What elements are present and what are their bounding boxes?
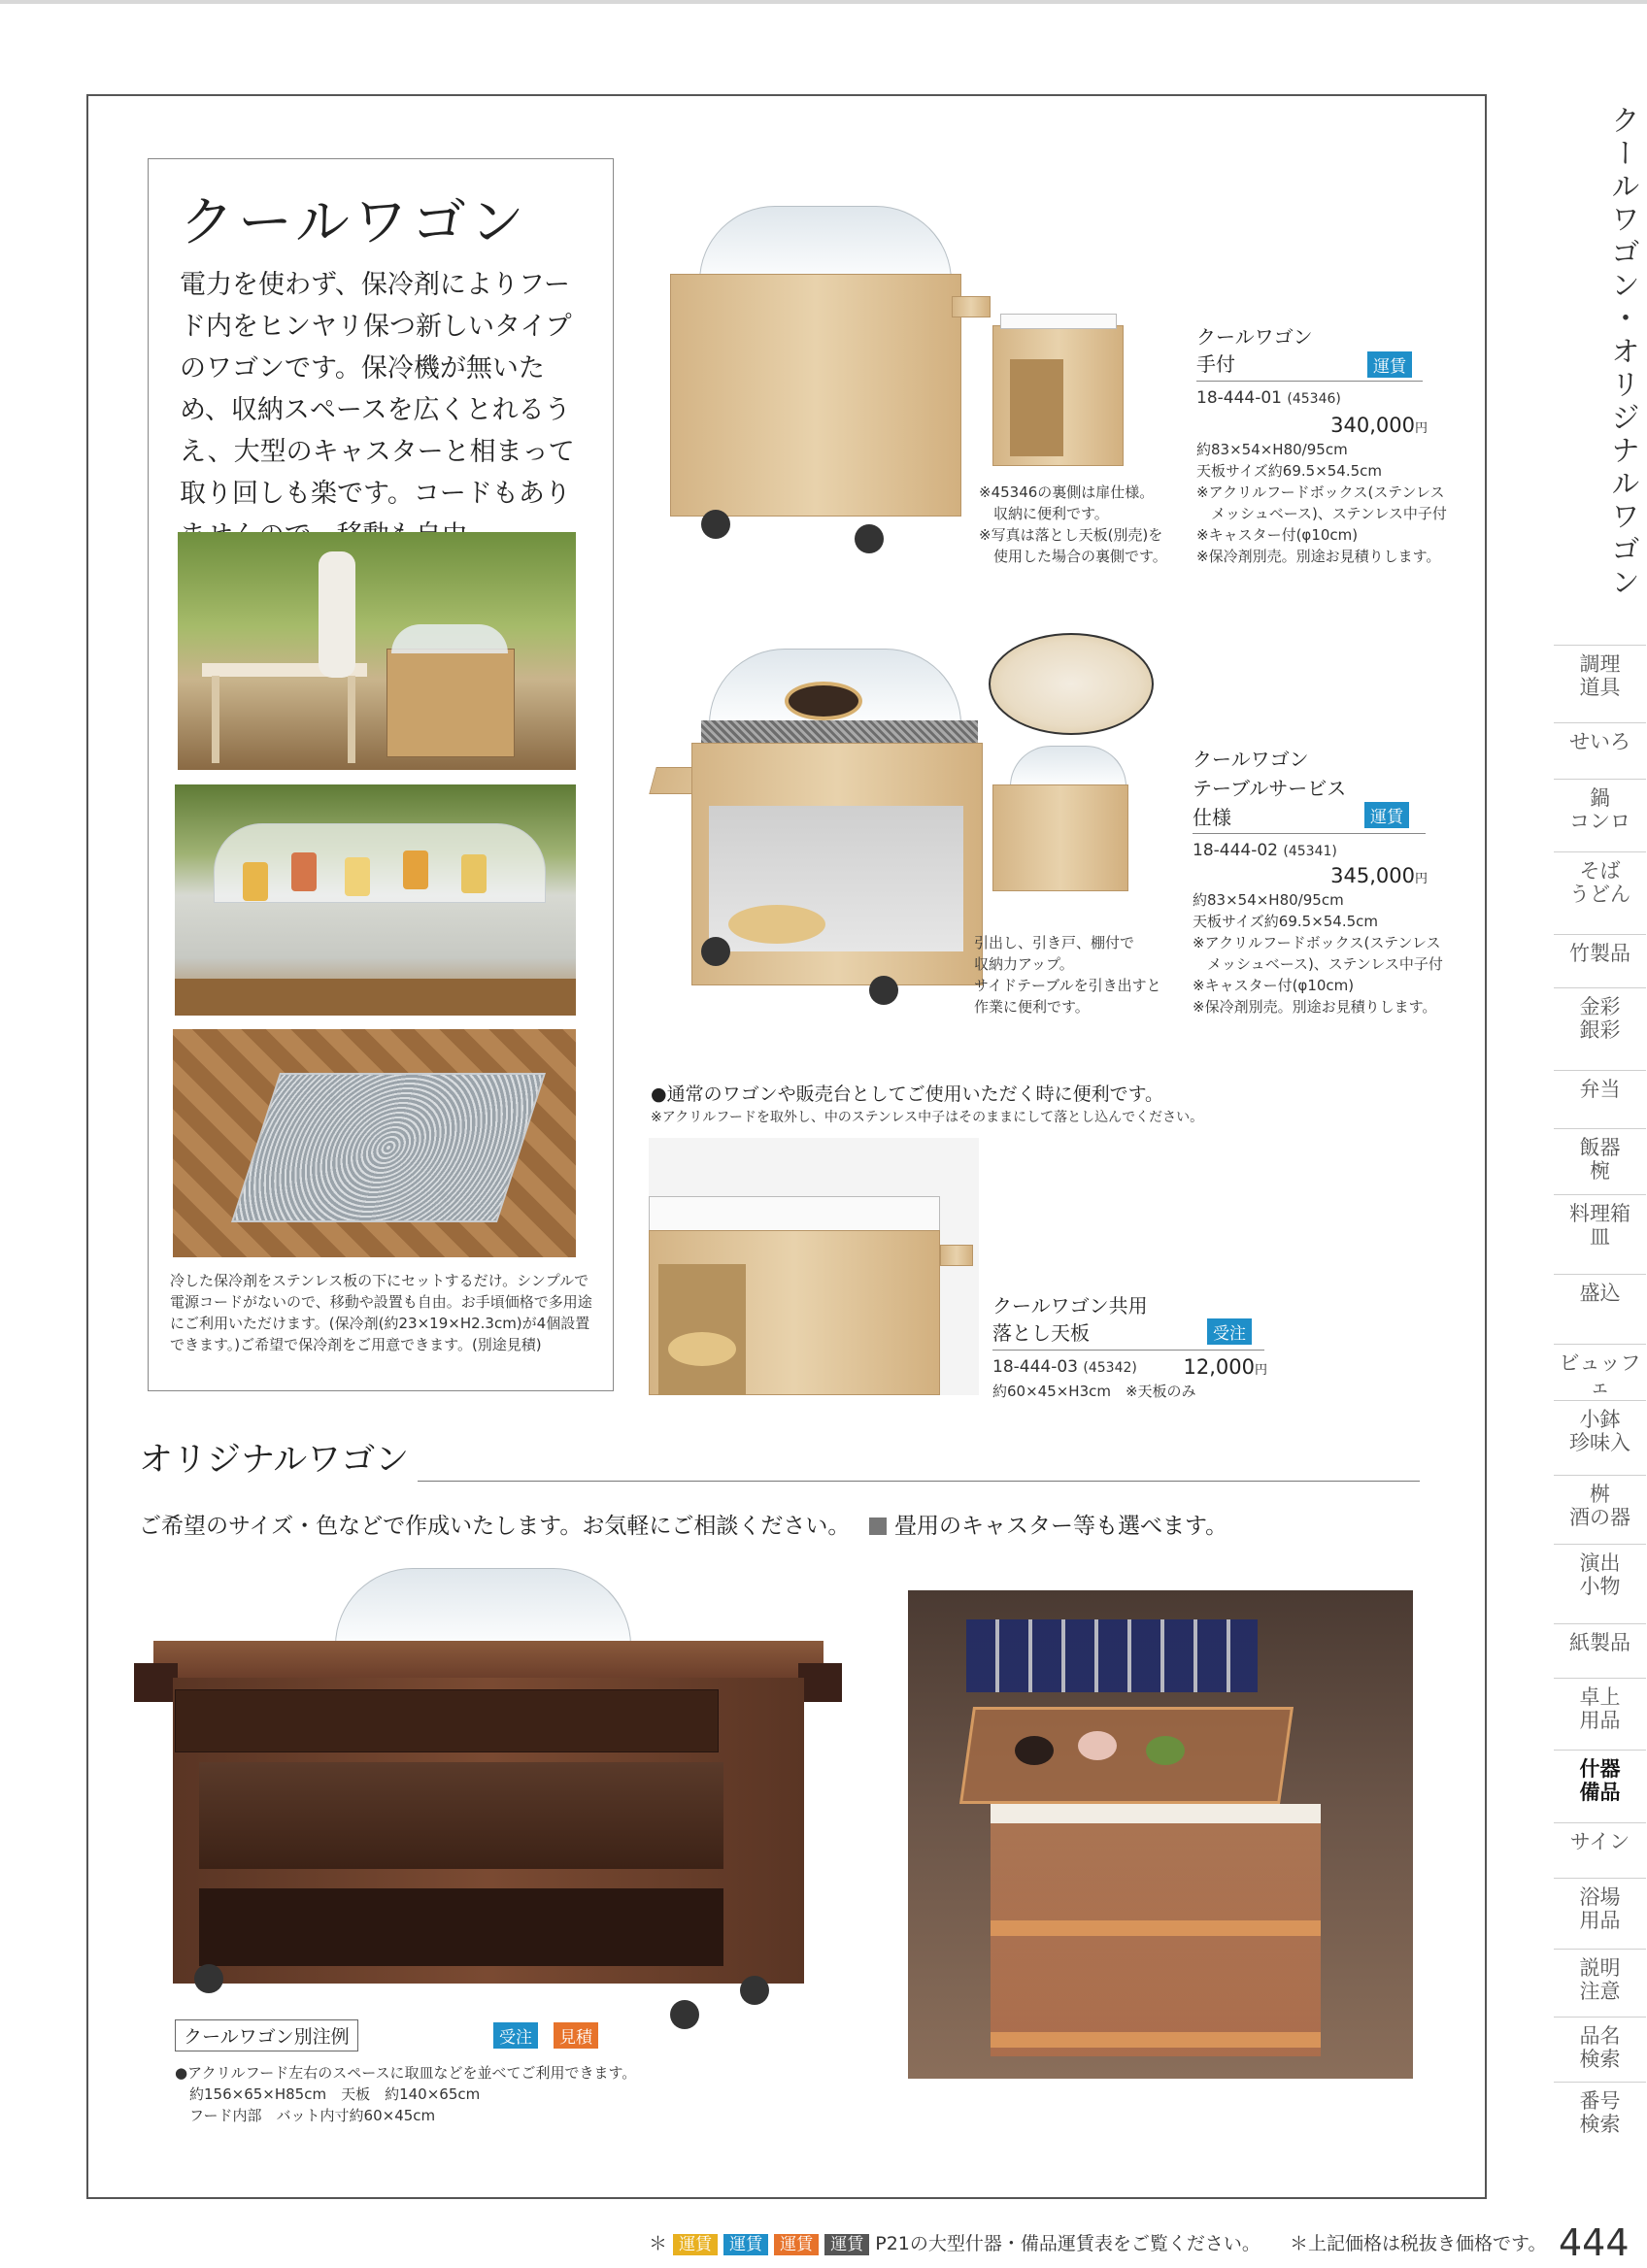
photo-stainless-tray: [173, 1029, 576, 1257]
product1-handle: [952, 296, 991, 317]
sidebar-item[interactable]: 什器 備品: [1579, 1757, 1621, 1804]
sidebar-separator: [1554, 1949, 1646, 1950]
sidebar-item[interactable]: 桝 酒の器: [1569, 1483, 1630, 1529]
original-wheel: [740, 1976, 769, 2005]
product3-name-line1: クールワゴン共用: [992, 1294, 1148, 1317]
product2-spec-1: 天板サイズ約69.5×54.5cm: [1193, 913, 1379, 930]
product1-spec-2: ※アクリルフードボックス(ステンレス: [1196, 484, 1445, 501]
product1-spec-1: 天板サイズ約69.5×54.5cm: [1196, 462, 1383, 480]
product2-note-2: サイドテーブルを引き出すと: [974, 977, 1161, 994]
product3-rule: [992, 1350, 1264, 1351]
product2-rule: [1193, 833, 1426, 834]
product2-spec-4: ※キャスター付(φ10cm): [1193, 977, 1355, 994]
sidebar-separator: [1554, 722, 1646, 723]
product1-wagon-main: [670, 274, 961, 517]
product1-spec-0: 約83×54×H80/95cm: [1196, 441, 1348, 458]
sidebar-item[interactable]: 調理 道具: [1579, 652, 1621, 699]
original-display-wagon-photo: [908, 1590, 1413, 2079]
product2-spec-3: メッシュベース)、ステンレス中子付: [1193, 955, 1443, 973]
product2-mini-wagon: [992, 784, 1128, 891]
product2-price: 345,000円: [1330, 864, 1428, 887]
original-sub1: ご希望のサイズ・色などで作成いたします。お気軽にご相談ください。: [139, 1514, 851, 1539]
product2-plates: [728, 905, 825, 944]
product2-spec-0: 約83×54×H80/95cm: [1193, 891, 1344, 909]
sidebar-separator: [1554, 1678, 1646, 1679]
sidebar-item[interactable]: 飯器 椀: [1579, 1136, 1621, 1183]
sidebar-item[interactable]: 竹製品: [1569, 942, 1630, 965]
sidebar-vertical-title: クールワゴン・オリジナルワゴン: [1605, 105, 1639, 600]
intro-title: クールワゴン: [180, 191, 528, 254]
product1-wheel: [701, 510, 730, 539]
product2-spec-5: ※保冷剤別売。別途お見積りします。: [1193, 998, 1437, 1016]
page-number: 444: [1559, 2221, 1630, 2264]
original-dark-top: [153, 1641, 824, 1680]
sidebar-item[interactable]: 浴場 用品: [1579, 1885, 1621, 1932]
footer-star: ＊: [649, 2233, 668, 2254]
product2-note-1: 収納力アップ。: [974, 955, 1074, 973]
product2-name-line3: 仕様: [1193, 806, 1231, 829]
product1-code: 18-444-01 (45346): [1196, 388, 1341, 408]
product2-name-line2: テーブルサービス: [1193, 777, 1347, 800]
product1-spec-5: ※保冷剤別売。別途お見積りします。: [1196, 548, 1441, 565]
photo-garden-wagon: [178, 532, 576, 770]
original-note-1: 約156×65×H85cm 天板 約140×65cm: [175, 2085, 481, 2103]
sidebar-separator: [1554, 1344, 1646, 1345]
convenience-note: ※アクリルフードを取外し、中のステンレス中子はそのままにして落とし込んでください。: [651, 1110, 1204, 1125]
perforated-plate: [231, 1073, 546, 1222]
sidebar-item[interactable]: ビュッフェ: [1559, 1351, 1641, 1398]
product3-code: 18-444-03 (45342): [992, 1357, 1137, 1377]
product1-name-line1: クールワゴン: [1196, 325, 1313, 349]
sidebar-separator: [1554, 1822, 1646, 1823]
product2-note-0: 引出し、引き戸、棚付で: [974, 934, 1135, 951]
sidebar-item[interactable]: そば うどん: [1569, 859, 1630, 906]
square-bullet-icon: [869, 1518, 887, 1535]
product3-photo: [649, 1138, 979, 1395]
original-dark-handle: [134, 1663, 178, 1702]
product3-spec-0: 約60×45×H3cm ※天板のみ: [992, 1383, 1196, 1400]
sidebar-separator: [1554, 779, 1646, 780]
sidebar-separator: [1554, 645, 1646, 646]
footer-badge-gray: 運賃: [824, 2234, 869, 2255]
sidebar-item[interactable]: 番号 検索: [1579, 2089, 1621, 2136]
product1-price: 340,000円: [1330, 414, 1428, 437]
product3-order-badge: 受注: [1207, 1318, 1252, 1345]
original-dark-shelf-lower: [199, 1888, 723, 1966]
sidebar-item[interactable]: せいろ: [1569, 730, 1630, 753]
sidebar-separator: [1554, 1750, 1646, 1751]
footer-badge-blue: 運賃: [723, 2234, 768, 2255]
sidebar-item[interactable]: 卓上 用品: [1579, 1685, 1621, 1732]
sidebar-separator: [1554, 1400, 1646, 1401]
sidebar-item[interactable]: 品名 検索: [1579, 2024, 1621, 2071]
original-section-rule: [418, 1481, 1420, 1482]
original-dark-drawers: [175, 1689, 719, 1752]
sidebar-separator: [1554, 1070, 1646, 1071]
product2-closeup-circle: [989, 633, 1154, 735]
product2-spec-2: ※アクリルフードボックス(ステンレス: [1193, 934, 1441, 951]
footer-note: [649, 2229, 1546, 2255]
sidebar-separator: [1554, 1878, 1646, 1879]
product1-note-1: 収納に便利です。: [979, 505, 1109, 522]
original-note-0: ●アクリルフード左右のスペースに取皿などを並べてご利用できます。: [175, 2064, 637, 2082]
original-wheel: [194, 1964, 223, 1993]
original-note-2: フード内部 バット内寸約60×45cm: [175, 2107, 436, 2124]
intro-text: 電力を使わず、保冷剤によりフード内をヒンヤリ保つ新しいタイプのワゴンです。保冷機が無いため、収納スペースを広くとれるうえ、大型のキャスターと相まって取り回しも楽です。コードもあり: [180, 270, 575, 509]
photo-sweets-display: [175, 784, 576, 1016]
product3-name-line2: 落とし天板: [992, 1321, 1090, 1345]
product1-name-line2: 手付: [1196, 352, 1235, 376]
sidebar-separator: [1554, 1475, 1646, 1476]
sidebar-item[interactable]: 鍋 コンロ: [1569, 786, 1630, 833]
sidebar-item[interactable]: サイン: [1569, 1830, 1630, 1853]
original-estimate-badge: 見積: [554, 2022, 598, 2049]
sidebar-separator: [1554, 1623, 1646, 1624]
product2-bowl: [785, 682, 862, 720]
original-example-label: クールワゴン別注例: [175, 2019, 358, 2051]
product2-wheel: [869, 976, 898, 1005]
sidebar-separator: [1554, 934, 1646, 935]
sidebar-item[interactable]: 金彩 銀彩: [1579, 995, 1621, 1042]
sidebar-item[interactable]: 盛込: [1579, 1282, 1621, 1305]
product1-spec-3: メッシュベース)、ステンレス中子付: [1196, 505, 1447, 522]
product1-note-0: ※45346の裏側は扉仕様。: [979, 484, 1155, 501]
sidebar-separator: [1554, 851, 1646, 852]
product1-shipping-badge: 運賃: [1367, 351, 1412, 378]
intro-caption: 冷した保冷剤をステンレス板の下にセットするだけ。シンプルで電源コードがないので、移動や設置も自由。お手頃価格で多用途にご利用いただけます。(保冷剤(約23×19×H2.3cm)が4個設置できます。)ご希望で保冷剤をご用意できます。(別途見積): [170, 1272, 592, 1353]
product1-note-3: 使用した場合の裏側です。: [979, 548, 1167, 565]
footer-badge-orange: 運賃: [774, 2234, 819, 2255]
sidebar-item[interactable]: 料理箱 皿: [1569, 1202, 1630, 1249]
original-dark-shelf: [199, 1762, 723, 1869]
product1-wheel: [855, 524, 884, 553]
product1-acrylic-dome: [699, 206, 952, 282]
sidebar-separator: [1554, 987, 1646, 988]
sidebar-item[interactable]: 弁当: [1579, 1078, 1621, 1101]
sidebar-item[interactable]: 説明 注意: [1579, 1956, 1621, 2003]
sidebar-separator: [1554, 2082, 1646, 2083]
footer-text1: P21の大型什器・備品運賃表をご覧ください。: [875, 2233, 1260, 2254]
top-rule: [0, 0, 1647, 4]
original-acrylic-dome: [335, 1568, 631, 1646]
sidebar-item[interactable]: 紙製品: [1569, 1631, 1630, 1654]
original-order-badge: 受注: [493, 2022, 538, 2049]
convenience-title: ●通常のワゴンや販売台としてご使用いただく時に便利です。: [651, 1084, 1164, 1105]
sidebar-separator: [1554, 1128, 1646, 1129]
product2-note-3: 作業に便利です。: [974, 998, 1090, 1016]
product1-back-top: [1000, 314, 1117, 329]
sidebar-separator: [1554, 2017, 1646, 2018]
sidebar-item[interactable]: 小鉢 珍味入: [1569, 1408, 1630, 1454]
footer-badge-yellow: 運賃: [673, 2234, 718, 2255]
sidebar-item[interactable]: 演出 小物: [1579, 1551, 1621, 1598]
sidebar-separator: [1554, 1544, 1646, 1545]
original-wheel: [670, 2000, 699, 2029]
sidebar-separator: [1554, 1194, 1646, 1195]
product3-price: 12,000円: [1183, 1355, 1267, 1379]
product1-spec-4: ※キャスター付(φ10cm): [1196, 526, 1359, 544]
sidebar-separator: [1554, 1274, 1646, 1275]
product2-mesh-top: [701, 720, 978, 744]
original-sub2: 畳用のキャスター等も選べます。: [869, 1508, 1227, 1540]
product1-note-2: ※写真は落とし天板(別売)を: [979, 526, 1163, 544]
footer-text2: ＊上記価格は税抜き価格です。: [1289, 2233, 1547, 2254]
product2-code: 18-444-02 (45341): [1193, 841, 1337, 860]
original-section-title: オリジナルワゴン: [139, 1441, 410, 1480]
product1-rule: [1196, 381, 1423, 382]
product2-wheel: [701, 937, 730, 966]
product1-back-open-door: [1010, 359, 1063, 456]
product2-shipping-badge: 運賃: [1364, 802, 1409, 828]
product2-name-line1: クールワゴン: [1193, 748, 1309, 771]
original-dark-handle: [798, 1663, 842, 1702]
